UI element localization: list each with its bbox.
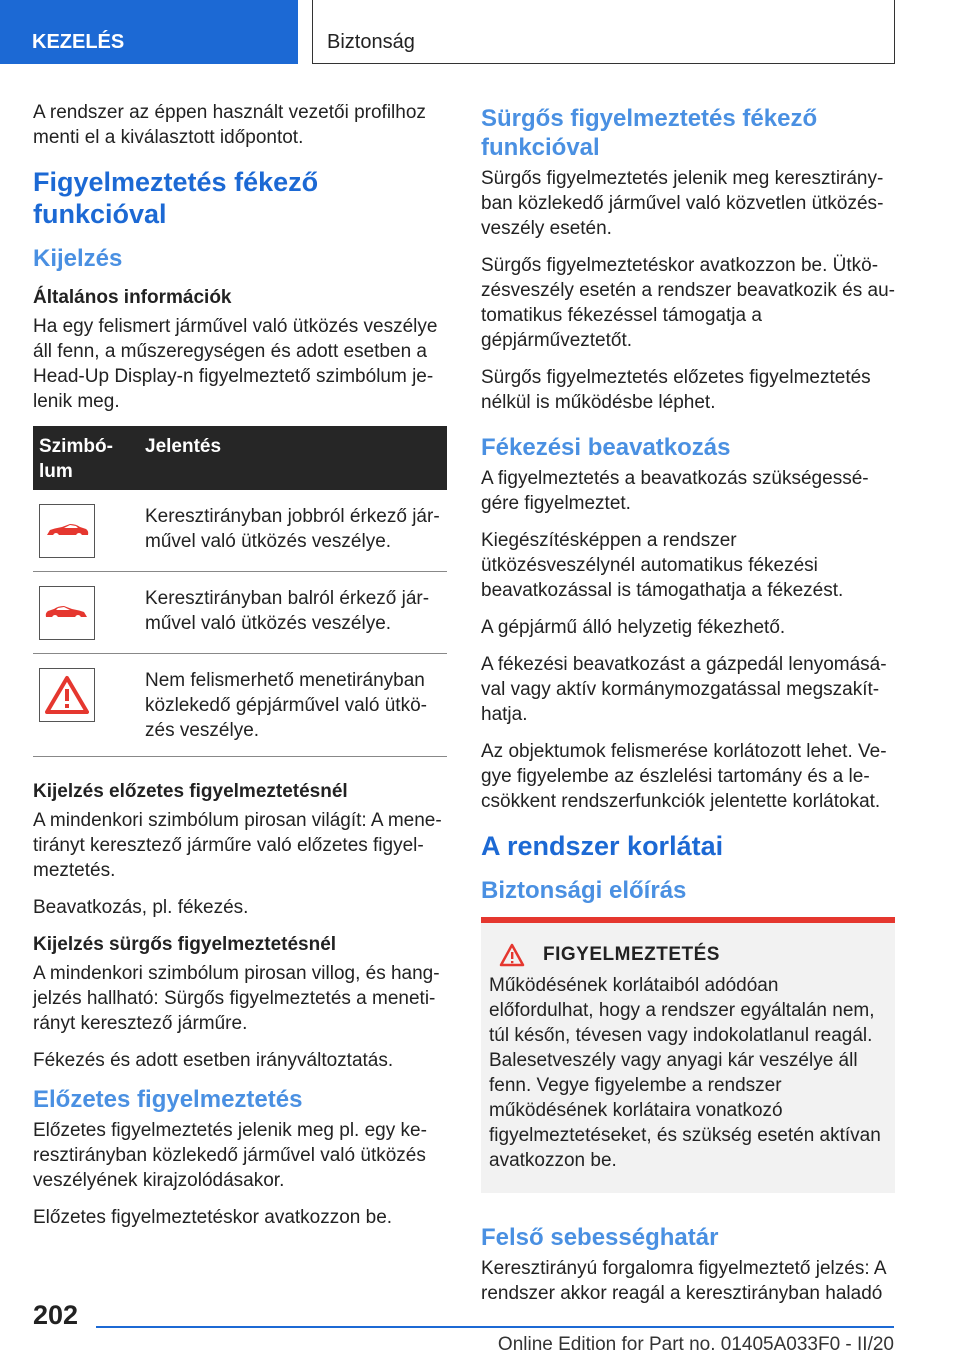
left-column: [33, 100, 447, 1242]
brake-intervention-p5: Az objektumok felismerése korlátozott lehet. Vegye figyelembe az észlelési tartomány és a lecsökkent rendszerfunkciók jelentette korlátokat.: [481, 741, 887, 812]
general-info-heading: Általános információk: [33, 287, 232, 308]
subheading-display: Kijelzés: [33, 245, 123, 272]
section-tab: KEZELÉS: [0, 0, 298, 64]
urgent-warning-p3: Sürgős figyelmeztetés előzetes figyelmeztetés nélkül is működésbe léphet.: [481, 367, 871, 413]
pre-warning-heading: Előzetes figyelmeztetés: [33, 1086, 303, 1113]
edition-note: Online Edition for Part no. 01405A033F0 - II/20: [497, 1334, 894, 1355]
brake-intervention-heading: Fékezési beavatkozás: [481, 434, 731, 461]
urgent-warning-display-heading: Kijelzés sürgős figyelmeztetésnél: [33, 934, 337, 955]
urgent-warning-display-text: A mindenkori szimbólum pirosan villog, és hangjelzés hallható: Sürgős figyelmeztetés a menetirányt keresztező járműre.: [33, 963, 440, 1034]
car-crossing-right-icon: [39, 504, 95, 558]
system-limits-heading: A rendszer korlátai: [481, 831, 724, 861]
warning-triangle-icon: [39, 668, 95, 722]
warning-text: Működésének korlátaiból adódóan előfordulhat, hogy a rendszer egyáltalán nem, túl későn, tévesen vagy indokolatlanul reagál. Balesetveszély vagy anyagi kár veszélye áll fenn. Vegye figyelembe a rendszer működésének korlátaira vonatkozó figyelmeztetéseket, és szükség esetén aktívan avatkozzon be.: [489, 975, 881, 1171]
urgent-warning-display-text-2: Fékezés és adott esetben irányváltoztatás.: [33, 1050, 394, 1071]
table-cell-meaning: Keresztirányban jobbról érkező járművel való ütközés veszélye.: [139, 490, 447, 572]
speed-limit-text: Keresztirányú forgalomra figyelmeztető jelzés: A rendszer akkor reagál a keresztirányban haladó: [481, 1258, 886, 1304]
page-header-title: Biztonság: [312, 0, 895, 64]
table-row: [33, 572, 447, 654]
right-column: [481, 100, 895, 1318]
pre-warning-text-2: Előzetes figyelmeztetéskor avatkozzon be.: [33, 1207, 393, 1228]
pre-warning-display-text-2: Beavatkozás, pl. fékezés.: [33, 897, 249, 918]
brake-intervention-p1: A figyelmeztetés a beavatkozás szükségességére figyelmeztet.: [481, 468, 869, 514]
safety-notes-heading: Biztonsági előírás: [481, 877, 687, 904]
warning-title: FIGYELMEZTETÉS: [543, 944, 720, 965]
table-cell-meaning: Nem felismerhető menetirányban közlekedő gépjárművel való ütközés veszélye.: [139, 654, 447, 757]
warning-box-header: [489, 943, 887, 967]
column-header-meaning: Jelentés: [139, 426, 447, 490]
footer-divider: [96, 1326, 894, 1328]
pre-warning-display-text: A mindenkori szimbólum pirosan világít: A menetirányt keresztező járműre való előzetes figyelmeztetés.: [33, 810, 442, 881]
table-header-row: [33, 426, 447, 490]
column-header-symbol: Szimbólum: [33, 426, 139, 490]
table-cell-meaning: Keresztirányban balról érkező járművel való ütközés veszélye.: [139, 572, 447, 654]
urgent-warning-p2: Sürgős figyelmeztetéskor avatkozzon be. Ütközésveszély esetén a rendszer beavatkozik és automatikus fékezéssel támogatja a gépjárműveztetőt.: [481, 255, 895, 351]
speed-limit-heading: Felső sebességhatár: [481, 1224, 719, 1251]
symbol-table: [33, 426, 447, 757]
pre-warning-text: Előzetes figyelmeztetés jelenik meg pl. egy keresztirányban közlekedő járművel való ütközés veszélyének kirajzolódásakor.: [33, 1120, 427, 1191]
brake-intervention-p4: A fékezési beavatkozást a gázpedál lenyomásával vagy aktív kormánymozgatással megszakíthatja.: [481, 654, 887, 725]
intro-paragraph: A rendszer az éppen használt vezetői profilhoz menti el a kiválasztott időpontot.: [33, 102, 426, 148]
warning-box: [481, 917, 895, 1193]
brake-intervention-p2: Kiegészítésképpen a rendszer ütközésveszélynél automatikus fékezési beavatkozással is támogathatja a fékezést.: [481, 530, 844, 601]
table-row: [33, 490, 447, 572]
urgent-warning-p1: Sürgős figyelmeztetés jelenik meg keresztirányban közlekedő járművel való közvetlen ütközésveszély esetén.: [481, 168, 884, 239]
general-info-text: Ha egy felismert járművel való ütközés veszélye áll fenn, a műszeregységen és adott esetben a Head-Up Display-n figyelmeztető szimbólum jelenik meg.: [33, 316, 438, 412]
section-heading-warning-braking: Figyelmeztetés fékező funkcióval: [33, 167, 319, 229]
table-row: [33, 654, 447, 757]
pre-warning-display-heading: Kijelzés előzetes figyelmeztetésnél: [33, 781, 348, 802]
warning-triangle-icon: [499, 943, 525, 967]
page-number: 202: [33, 1300, 79, 1330]
urgent-warning-heading: Sürgős figyelmeztetés fékező funkcióval: [481, 105, 818, 161]
brake-intervention-p3: A gépjármű álló helyzetig fékezhető.: [481, 617, 786, 638]
car-crossing-left-icon: [39, 586, 95, 640]
